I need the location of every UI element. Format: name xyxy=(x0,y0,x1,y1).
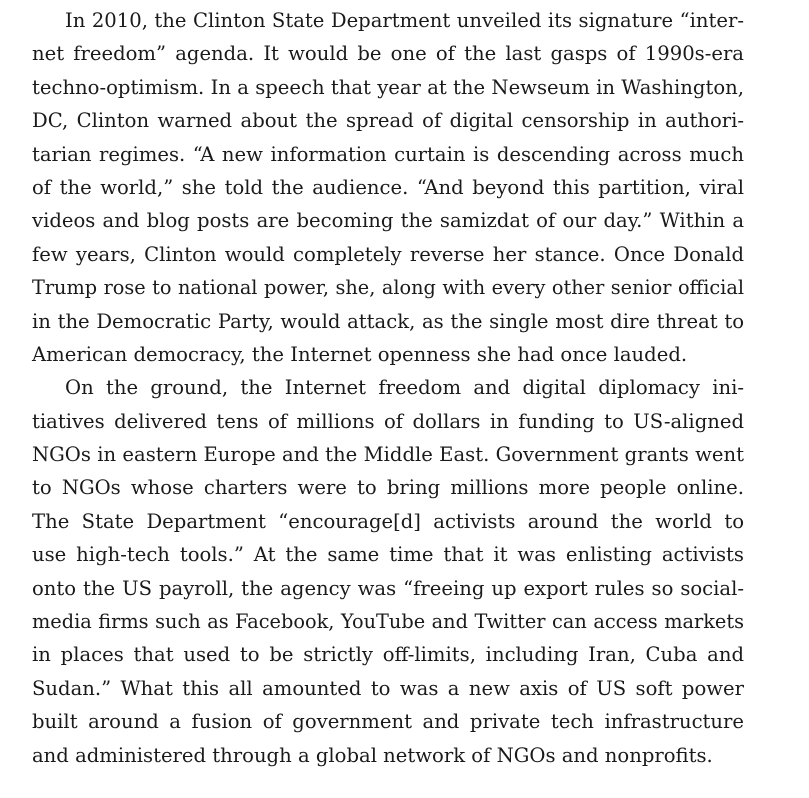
paragraph-line: Trump rose to national power, she, along with every other senior official xyxy=(32,276,744,300)
paragraph-line: to NGOs whose charters were to bring millions more people online. xyxy=(32,476,744,500)
paragraph-line: few years, Clinton would completely reverse her stance. Once Donald xyxy=(32,242,744,266)
paragraph-2 xyxy=(32,371,744,772)
paragraph-line: The State Department “encourage[d] activists around the world to xyxy=(32,509,744,533)
paragraph-line: in places that used to be strictly off-limits, including Iran, Cuba and xyxy=(32,643,744,667)
paragraph-line: NGOs in eastern Europe and the Middle East. Government grants went xyxy=(32,443,744,467)
body-text xyxy=(32,4,744,772)
paragraph-line: techno-optimism. In a speech that year at the Newseum in Washington, xyxy=(32,75,744,99)
paragraph-line: On the ground, the Internet freedom and digital diplomacy ini- xyxy=(65,376,744,400)
paragraph-line: tarian regimes. “A new information curtain is descending across much xyxy=(32,142,744,166)
paragraph-line: use high-tech tools.” At the same time that it was enlisting activists xyxy=(32,543,744,567)
paragraph-line: in the Democratic Party, would attack, as the single most dire threat to xyxy=(32,309,744,333)
paragraph-line: In 2010, the Clinton State Department unveiled its signature “inter- xyxy=(65,9,744,32)
paragraph-line: American democracy, the Internet openness she had once lauded. xyxy=(32,342,688,366)
paragraph-line: Sudan.” What this all amounted to was a new axis of US soft power xyxy=(32,676,744,700)
paragraph-line: net freedom” agenda. It would be one of the last gasps of 1990s-era xyxy=(32,42,744,66)
paragraph-line: onto the US payroll, the agency was “freeing up export rules so social- xyxy=(32,576,744,600)
paragraph-line: of the world,” she told the audience. “And beyond this partition, viral xyxy=(32,175,744,199)
paragraph-line: tiatives delivered tens of millions of dollars in funding to US-aligned xyxy=(32,409,744,433)
paragraph-line: DC, Clinton warned about the spread of digital censorship in authori- xyxy=(32,109,744,133)
paragraph-line: videos and blog posts are becoming the samizdat of our day.” Within a xyxy=(32,209,744,233)
paragraph-1 xyxy=(32,4,744,371)
paragraph-line: and administered through a global network of NGOs and nonprofits. xyxy=(32,743,713,767)
paragraph-line: media firms such as Facebook, YouTube and Twitter can access markets xyxy=(32,610,744,634)
paragraph-line: built around a fusion of government and private tech infrastructure xyxy=(32,710,744,734)
